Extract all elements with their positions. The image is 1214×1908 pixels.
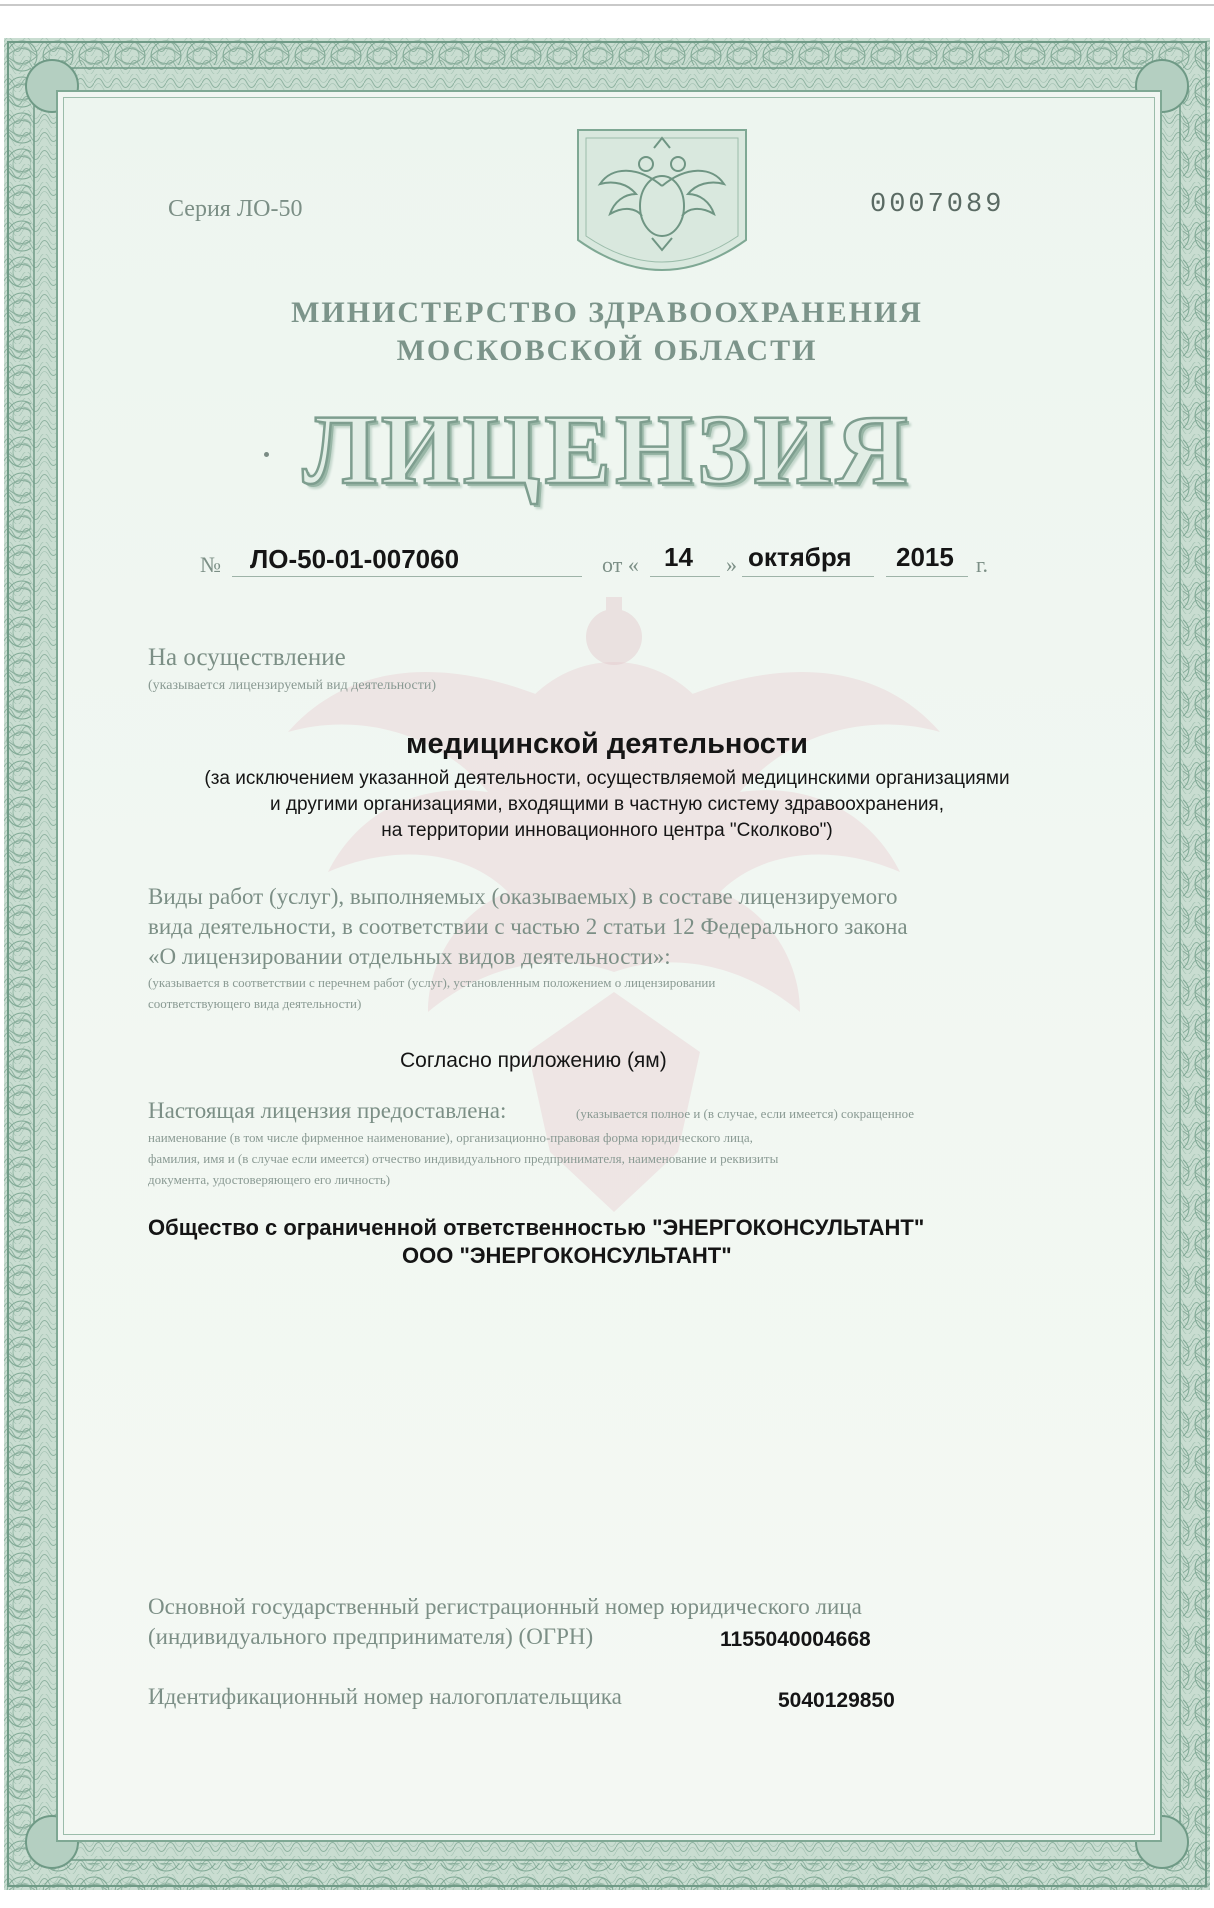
activity-label: На осуществление bbox=[148, 644, 346, 671]
works-hint-line1: (указывается в соответствии с перечнем работ (услуг), установленным положением о лицензировании bbox=[148, 975, 716, 990]
ministry-name-line2: МОСКОВСКОЙ ОБЛАСТИ bbox=[396, 334, 818, 367]
license-number-underline bbox=[232, 576, 582, 577]
year-suffix: г. bbox=[976, 552, 989, 577]
number-sign: № bbox=[200, 552, 221, 577]
ogrn-label-line2: (индивидуального предпринимателя) (ОГРН) bbox=[148, 1624, 594, 1649]
from-label: от « bbox=[602, 552, 639, 577]
activity-description-line2: и другими организациями, входящими в частную систему здравоохранения, bbox=[269, 794, 945, 815]
day-close-quote: » bbox=[726, 552, 737, 577]
holder-hint-line2: наименование (в том числе фирменное наименование), организационно-правовая форма юридического лица, bbox=[148, 1130, 753, 1145]
series-label: Серия ЛО-50 bbox=[168, 196, 303, 222]
activity-description-line1: (за исключением указанной деятельности, осуществляемой медицинскими организациями bbox=[204, 768, 1010, 789]
document-title-text: ЛИЦЕНЗИЯ bbox=[302, 394, 912, 505]
holder-hint-line4: документа, удостоверяющего его личность) bbox=[148, 1172, 391, 1187]
ogrn-value: 1155040004668 bbox=[720, 1628, 871, 1651]
activity-hint: (указывается лицензируемый вид деятельности) bbox=[148, 678, 437, 693]
form-number: 0007089 bbox=[870, 190, 1005, 220]
document-title bbox=[0, 392, 1214, 507]
holder-hint-line3: фамилия, имя и (в случае если имеется) отчество индивидуального предпринимателя, наименование и реквизиты bbox=[148, 1151, 779, 1166]
double-headed-eagle-emblem-icon bbox=[568, 120, 756, 292]
license-number: ЛО-50-01-007060 bbox=[250, 544, 460, 574]
license-day: 14 bbox=[664, 542, 693, 572]
day-underline bbox=[650, 576, 720, 577]
activity-description-line3: на территории инновационного центра "Сколково") bbox=[381, 820, 833, 841]
print-dot bbox=[264, 452, 269, 457]
license-month: октября bbox=[748, 542, 852, 572]
month-underline bbox=[742, 576, 874, 577]
inn-label: Идентификационный номер налогоплательщика bbox=[148, 1684, 622, 1709]
inn-value: 5040129850 bbox=[778, 1689, 895, 1712]
holder-full-name: Общество с ограниченной ответственностью "ЭНЕРГОКОНСУЛЬТАНТ" bbox=[148, 1215, 925, 1240]
activity-title: медицинской деятельности bbox=[406, 728, 808, 760]
ogrn-label-line1: Основной государственный регистрационный номер юридического лица bbox=[148, 1594, 862, 1619]
holder-label: Настоящая лицензия предоставлена: bbox=[148, 1098, 507, 1123]
license-year: 2015 bbox=[896, 542, 954, 572]
ministry-name-line1: МИНИСТЕРСТВО ЗДРАВООХРАНЕНИЯ bbox=[291, 296, 923, 329]
works-hint-line2: соответствующего вида деятельности) bbox=[148, 996, 362, 1011]
license-number-row bbox=[0, 540, 1214, 580]
works-label-line2: вида деятельности, в соответствии с частью 2 статьи 12 Федерального закона bbox=[148, 914, 908, 939]
year-underline bbox=[886, 576, 968, 577]
works-label-line1: Виды работ (услуг), выполняемых (оказываемых) в составе лицензируемого bbox=[148, 884, 898, 909]
holder-hint-inline: (указывается полное и (в случае, если имеется) сокращенное bbox=[576, 1106, 915, 1121]
holder-short-name: ООО "ЭНЕРГОКОНСУЛЬТАНТ" bbox=[402, 1243, 732, 1268]
scan-top-edge bbox=[0, 4, 1214, 6]
works-value: Согласно приложению (ям) bbox=[400, 1049, 667, 1072]
works-label-line3: «О лицензировании отдельных видов деятельности»: bbox=[148, 944, 671, 969]
